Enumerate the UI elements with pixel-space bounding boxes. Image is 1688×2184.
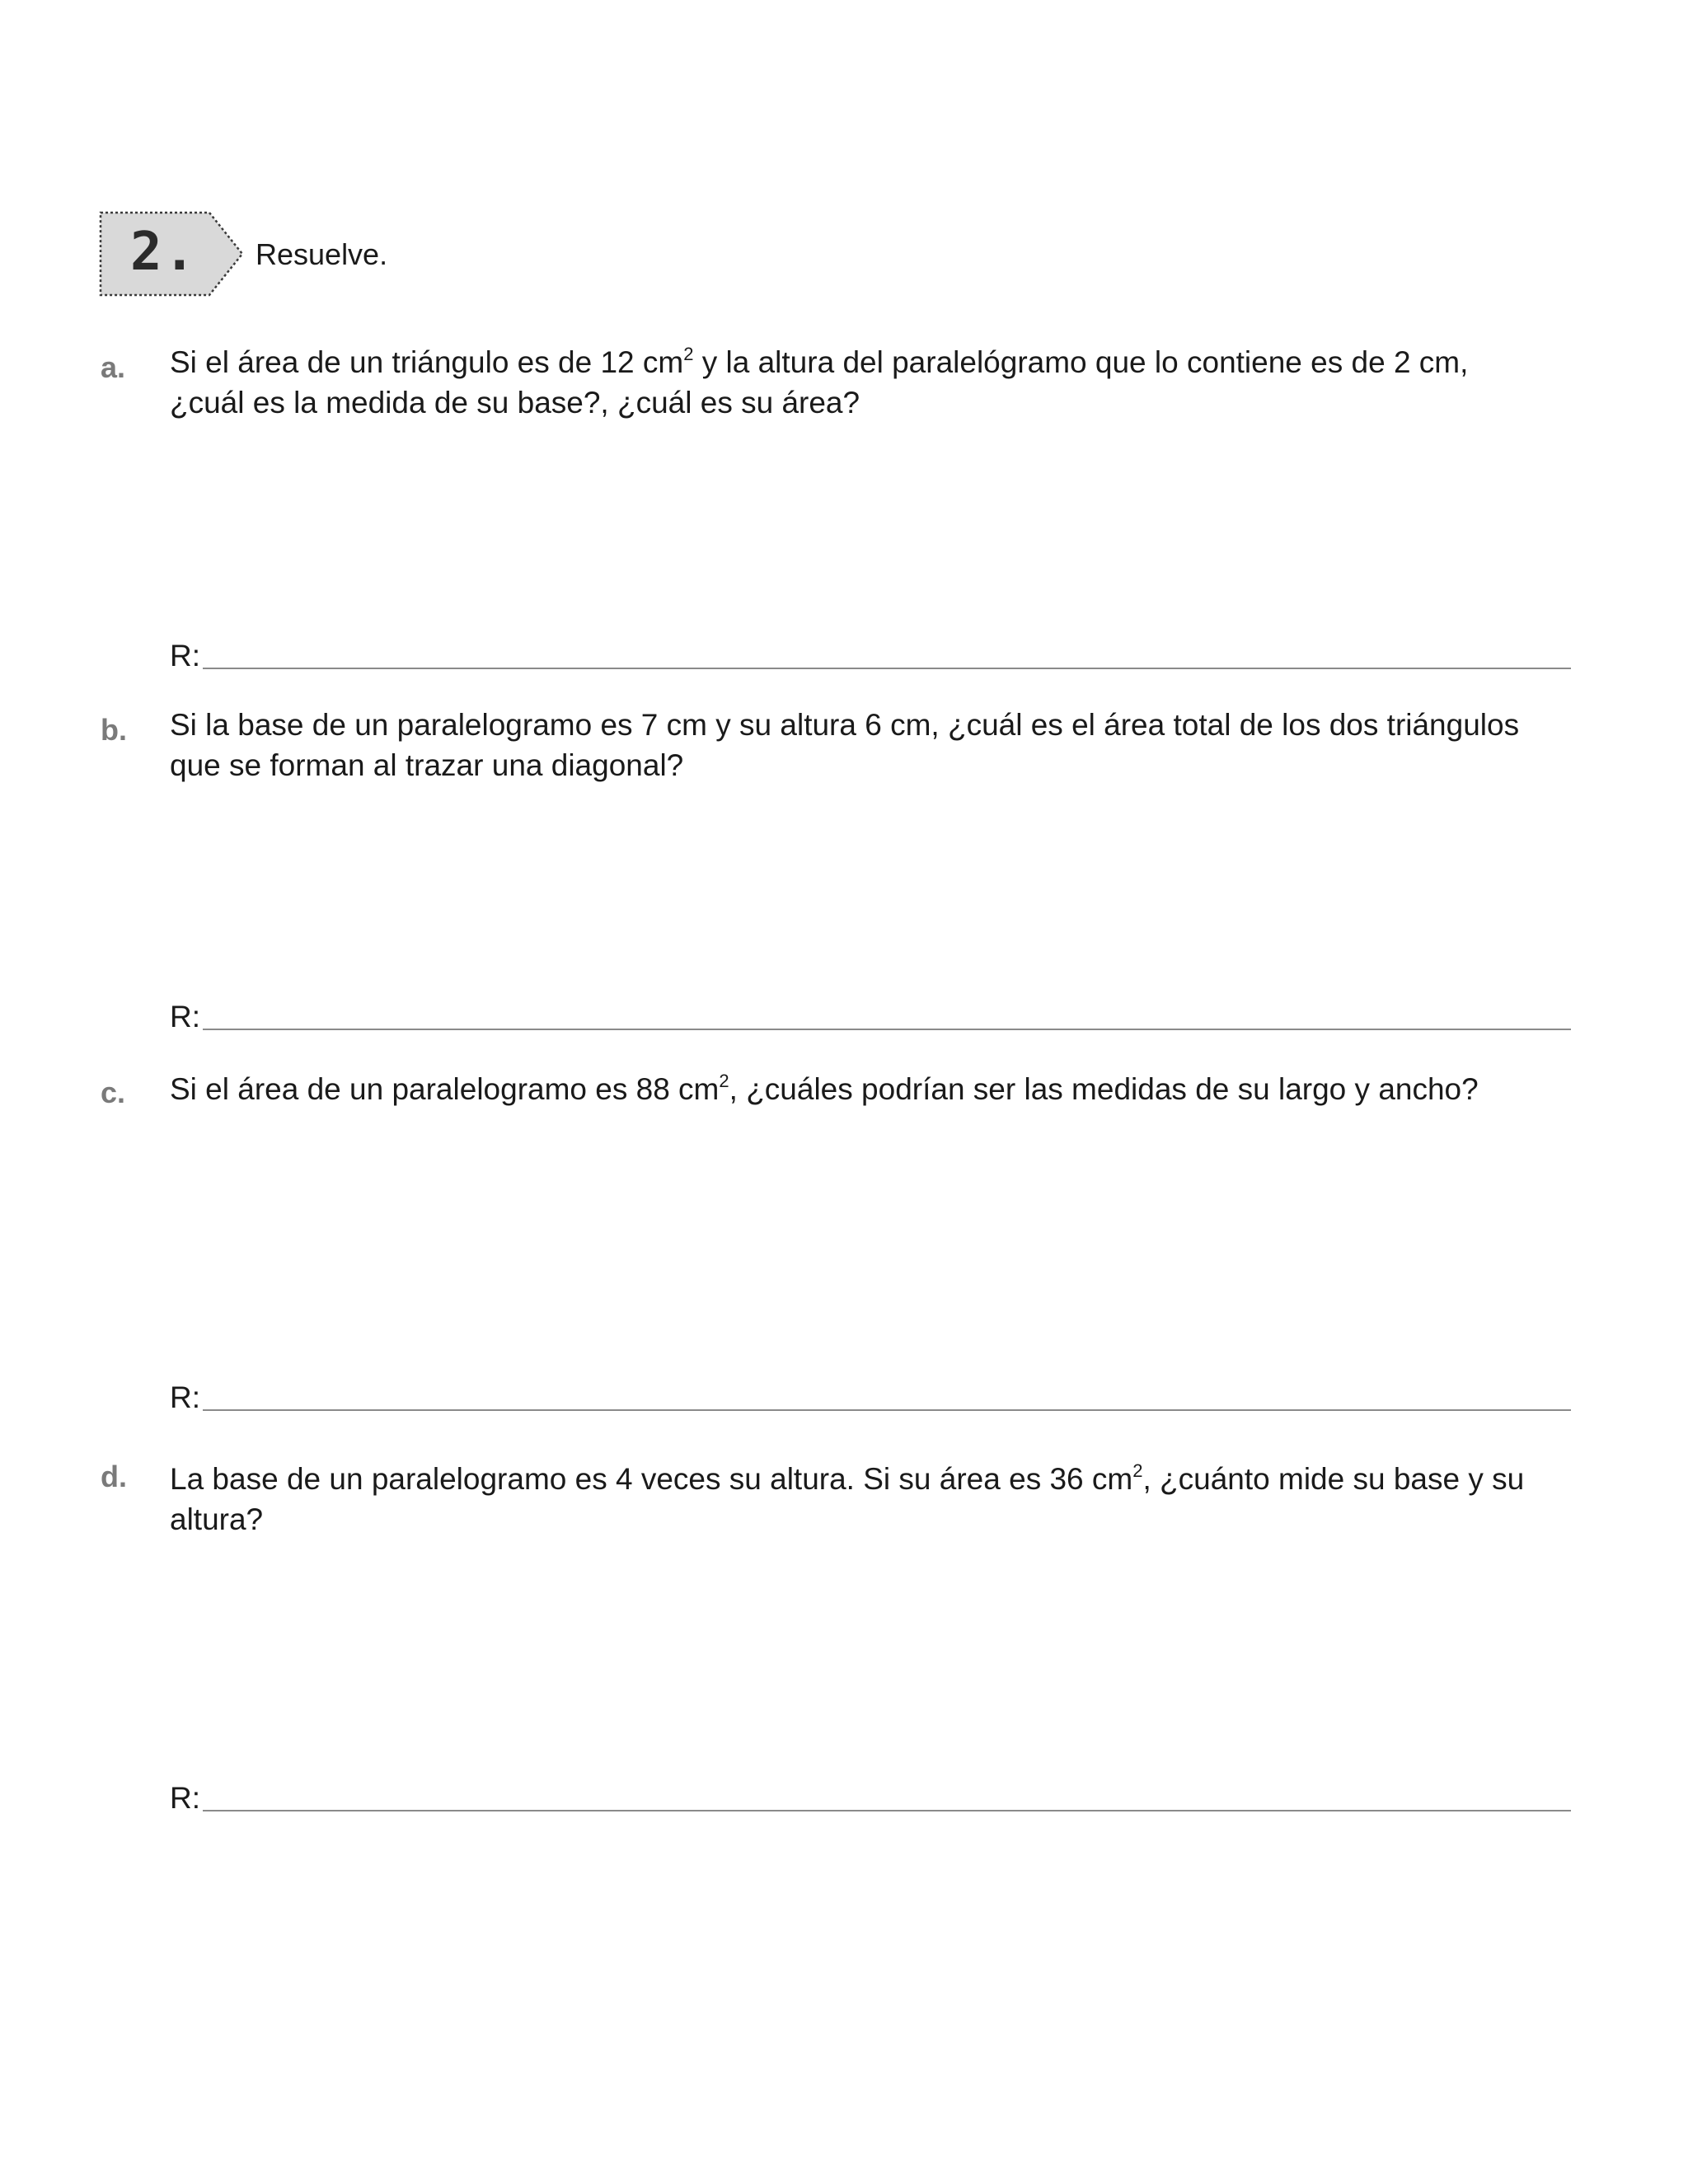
- item-d-line-1: La base de un paralelogramo es 4 veces su altura. Si su área es 36 $cm^2$, ¿cuánto mide su base y su: [170, 1460, 1525, 1496]
- item-b-line-1: Si la base de un paralelogramo es 7 cm y su altura 6 cm, ¿cuál es el área total de los dos triángulos: [170, 708, 1520, 742]
- exercise-instruction: Resuelve.: [256, 237, 388, 271]
- item-d-letter: d.: [101, 1460, 127, 1493]
- answer-label: R:: [170, 1380, 200, 1414]
- answer-line[interactable]: [203, 1810, 1571, 1811]
- item-a-letter: a.: [101, 350, 126, 384]
- item-d-question: [170, 1459, 1571, 1540]
- superscript-2: 2: [683, 343, 694, 364]
- item-b-answer[interactable]: [170, 997, 1571, 1037]
- item-b-line-2: que se forman al trazar una diagonal?: [170, 748, 684, 782]
- item-a-question: [170, 342, 1571, 423]
- item-a-line-1: Si el área de un triángulo es de 12 $cm^2$ y la altura del paralelógramo que lo contiene es de 2 cm,: [170, 343, 1469, 379]
- answer-line[interactable]: [203, 668, 1571, 669]
- item-c-letter: c.: [101, 1076, 126, 1109]
- item-d-line-2: altura?: [170, 1502, 264, 1536]
- item-c-question: [170, 1069, 1571, 1109]
- item-c-answer[interactable]: [170, 1378, 1571, 1418]
- item-a-line-2: ¿cuál es la medida de su base?, ¿cuál es su área?: [170, 386, 860, 419]
- answer-line[interactable]: [203, 1029, 1571, 1030]
- superscript-2: 2: [1132, 1460, 1143, 1481]
- answer-label: R:: [170, 1781, 200, 1815]
- answer-label: R:: [170, 1000, 200, 1033]
- answer-label: R:: [170, 639, 200, 673]
- exercise-number-badge: [97, 208, 247, 300]
- superscript-2: 2: [719, 1070, 729, 1091]
- item-c-line-1: Si el área de un paralelogramo es 88 $cm^2$, ¿cuáles podrían ser las medidas de su largo y ancho?: [170, 1070, 1479, 1106]
- item-b-letter: b.: [101, 713, 127, 747]
- item-b-question: [170, 705, 1571, 785]
- item-a-answer[interactable]: [170, 636, 1571, 676]
- exercise-number: 2.: [130, 222, 198, 283]
- answer-line[interactable]: [203, 1409, 1571, 1411]
- item-d-answer[interactable]: [170, 1779, 1571, 1818]
